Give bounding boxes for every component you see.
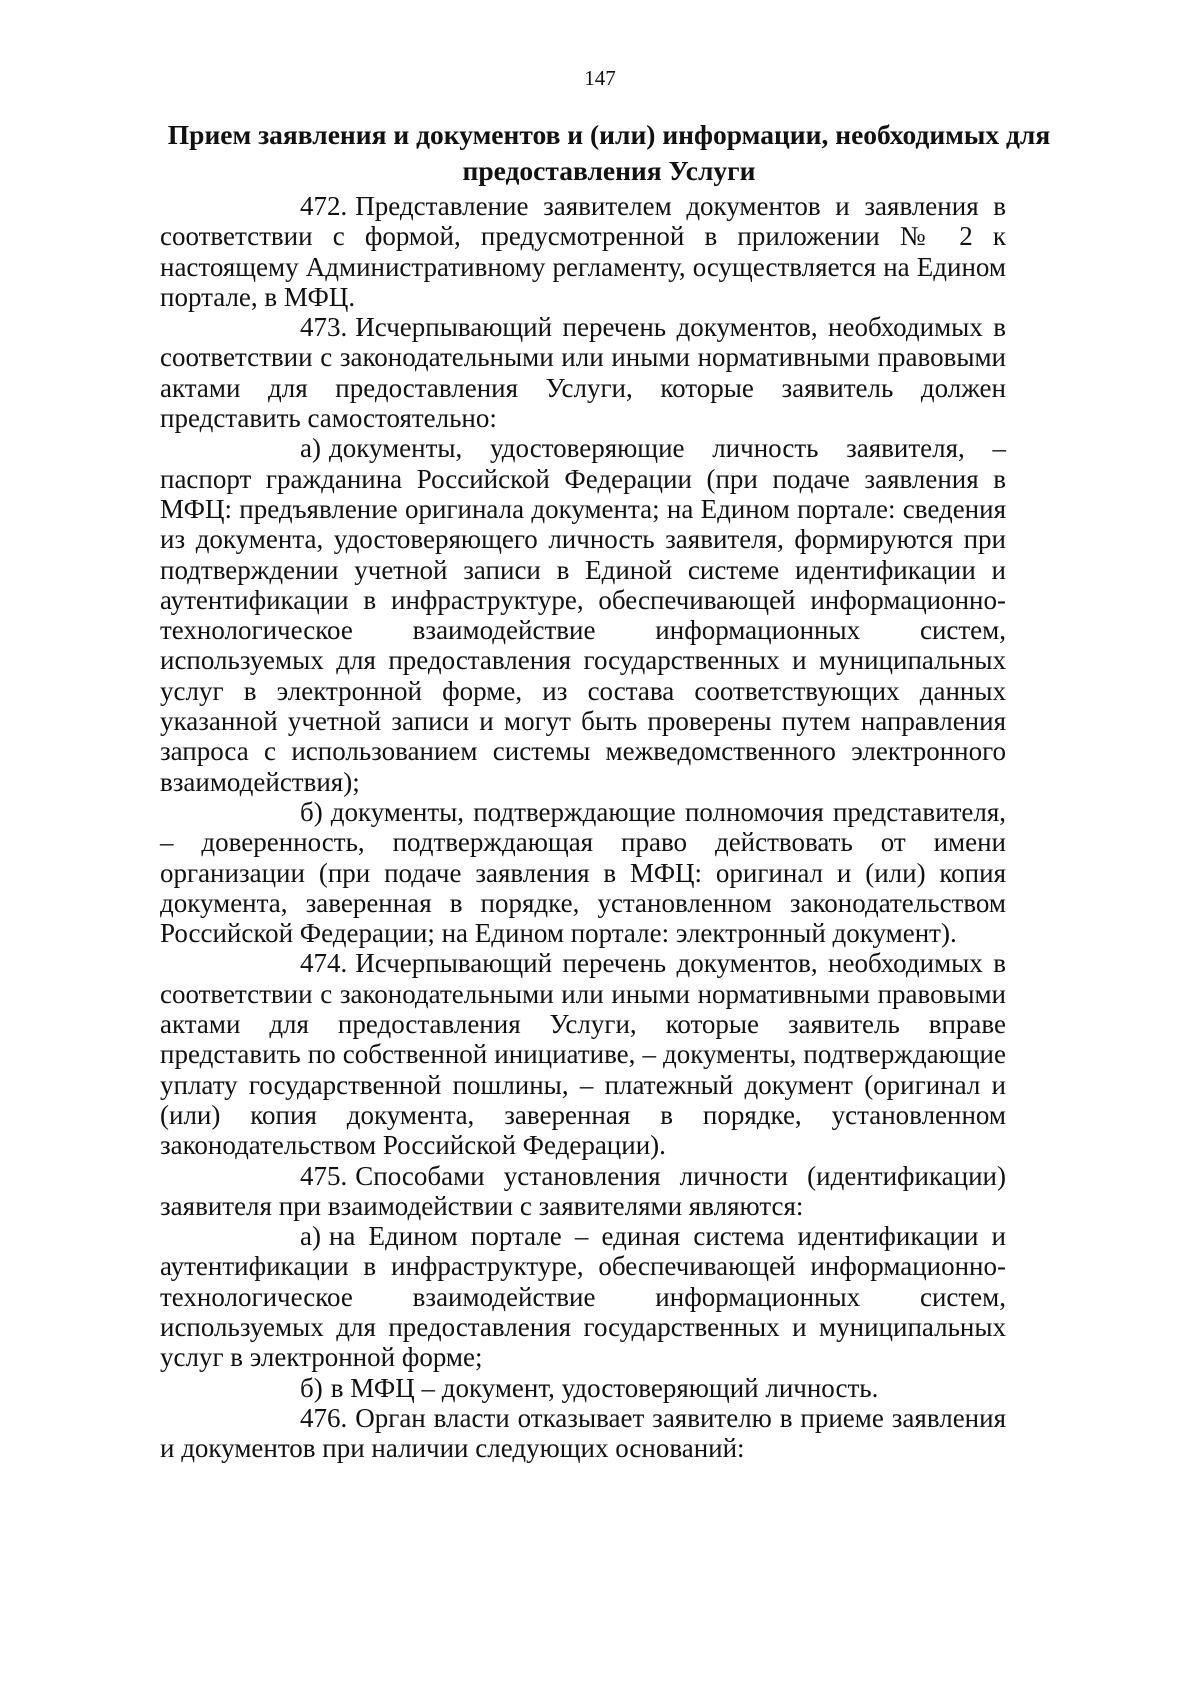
paragraph-473-b [160,797,1006,948]
paragraph-475 [160,1161,1006,1222]
section-title: Прием заявления и документов и (или) информации, необходимых для предоставления Услуги [167,119,1051,186]
paragraph-text: Исчерпывающий перечень документов, необходимых в соответствии с законодательными или иными нормативными правовыми актами для предоставления Услуги, которые заявитель вправе представить по собственной инициативе, – документы, подтверждающие уплату государственной пошлины, – платежный документ (оригинал и (или) копия документа, заверенная в порядке, установленном законодательством Российской Федерации). [160,948,1006,1161]
paragraph-text: Способами установления личности (идентификации) заявителя при взаимодействии с заявителями являются: [160,1160,1006,1221]
paragraph-474 [160,948,1006,1160]
paragraph-473 [160,312,1006,433]
paragraph-476 [160,1403,1006,1464]
paragraph-marker: 475. [300,1160,348,1191]
paragraph-marker: 473. [300,312,348,343]
paragraph-text: Представление заявителем документов и заявления в соответствии с формой, предусмотренной в приложении № 2 к настоящему Административному регламенту, осуществляется на Едином портале, в МФЦ. [160,191,1006,312]
paragraph-475-b [160,1373,1006,1403]
paragraph-text: документы, удостоверяющие личность заявителя, – паспорт гражданина Российской Федерации (при подаче заявления в МФЦ: предъявление оригинала документа; на Едином портале: сведения из документа, удостоверяющего личность заявителя, формируются при подтверждении учетной записи в Единой системе идентификации и аутентификации в инфраструктуре, обеспечивающей информационно-технологическое взаимодействие информационных систем, используемых для предоставления государственных и муниципальных услуг в электронной форме, из состава соответствующих данных указанной учетной записи и могут быть проверены путем направления запроса с использованием системы межведомственного электронного взаимодействия); [160,433,1006,797]
paragraph-text: в МФЦ – документ, удостоверяющий личность. [330,1372,879,1403]
paragraph-marker: а) [300,1221,321,1252]
paragraph-marker: б) [300,1372,323,1403]
paragraph-text: на Едином портале – единая система идентификации и аутентификации в инфраструктуре, обеспечивающей информационно-технологическое взаимодействие информационных систем, используемых для предоставления государственных и муниципальных услуг в электронной форме; [160,1221,1006,1373]
page-number: 147 [584,66,616,90]
document-body [160,191,1006,1463]
paragraph-marker: 472. [300,191,348,221]
paragraph-marker: а) [300,433,321,464]
paragraph-473-a [160,433,1006,797]
paragraph-text: Исчерпывающий перечень документов, необходимых в соответствии с законодательными или иными нормативными правовыми актами для предоставления Услуги, которые заявитель должен представить самостоятельно: [160,312,1006,434]
paragraph-text: документы, подтверждающие полномочия представителя, – доверенность, подтверждающая право действовать от имени организации (при подаче заявления в МФЦ: оригинал и (или) копия документа, заверенная в порядке, установленном законодательством Российской Федерации; на Едином портале: электронный документ). [160,796,1006,949]
paragraph-472 [160,191,1006,312]
paragraph-475-a [160,1221,1006,1372]
paragraph-marker: 474. [300,948,348,979]
paragraph-text: Орган власти отказывает заявителю в приеме заявления и документов при наличии следующих оснований: [160,1402,1006,1464]
paragraph-marker: б) [300,796,323,827]
paragraph-marker: 476. [300,1402,348,1433]
